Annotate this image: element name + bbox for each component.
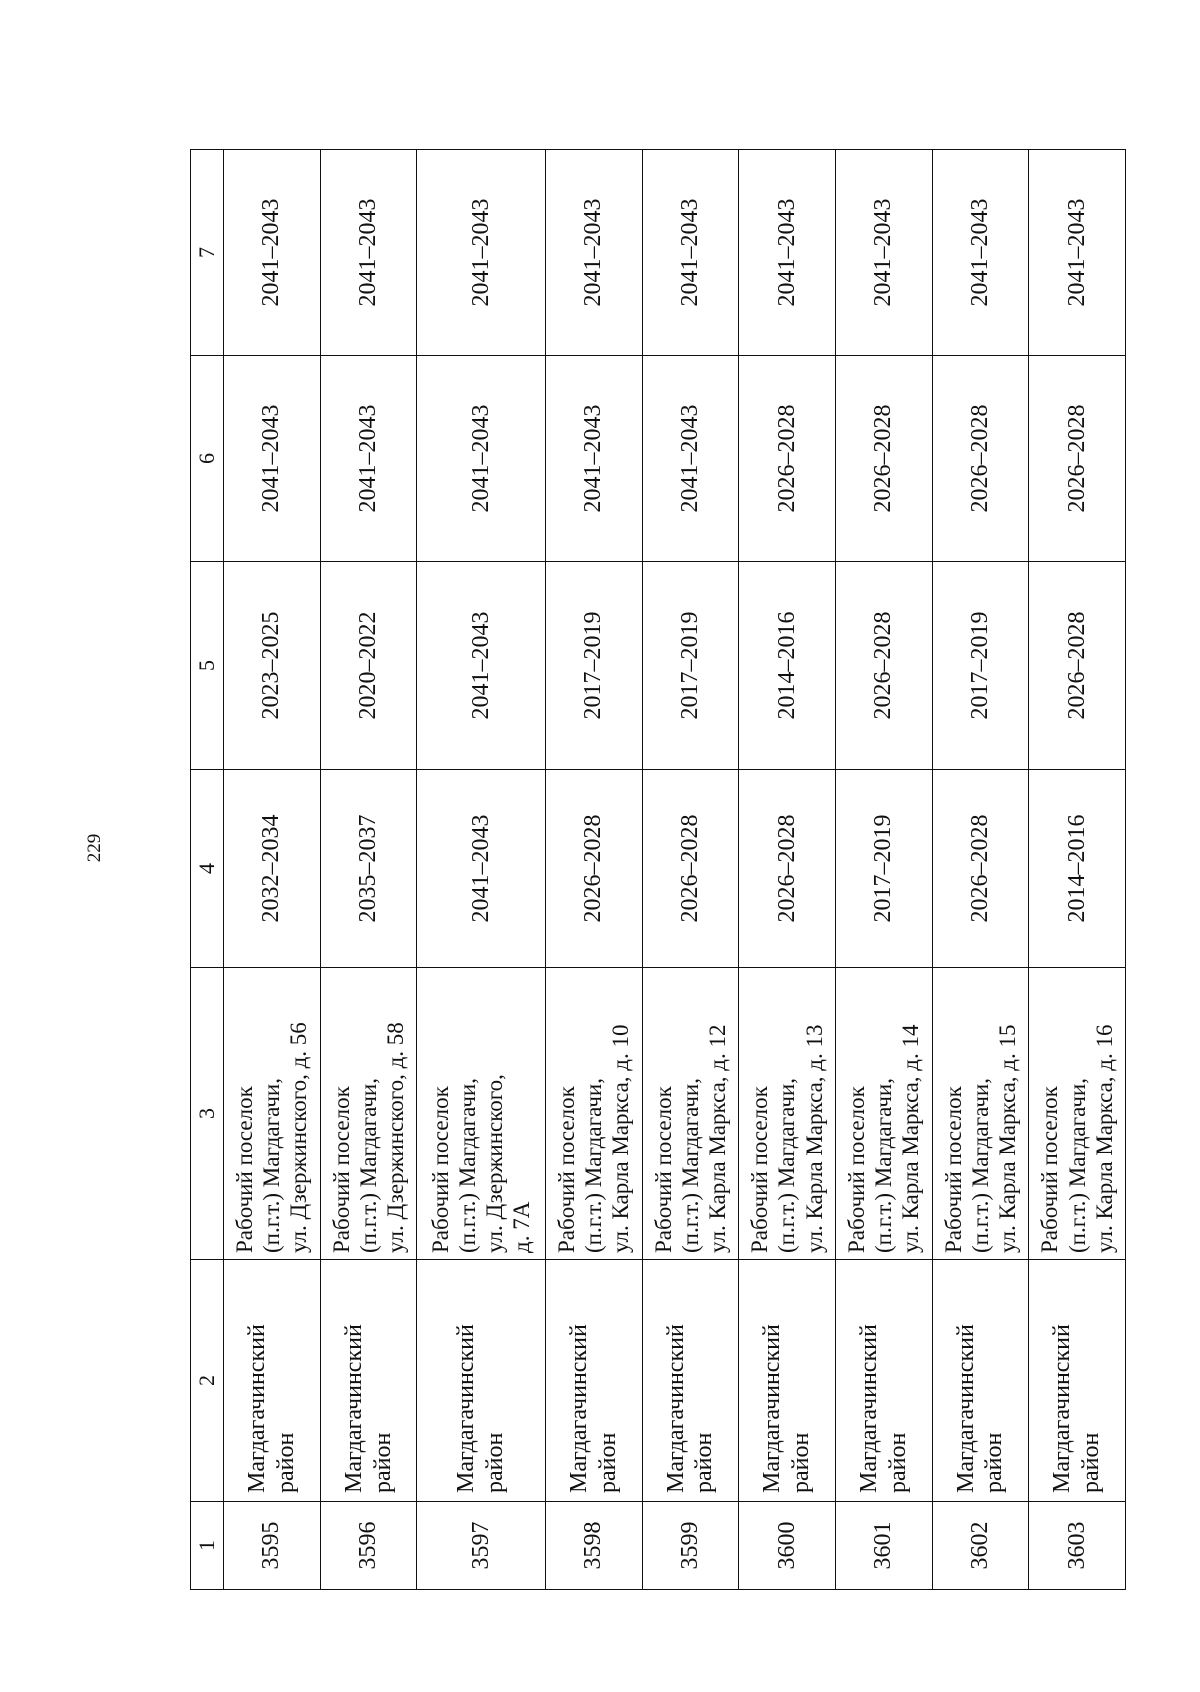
address-line: Рабочий поселок: [232, 1086, 258, 1253]
period-col4-cell: 2017–2019: [835, 770, 932, 968]
column-header: 3: [191, 968, 224, 1260]
row-number-cell: 3601: [835, 1502, 932, 1590]
table-row: [642, 150, 739, 1590]
address-line: (п.г.т.) Магдагачи,: [967, 1078, 993, 1253]
row-number-cell: 3599: [642, 1502, 739, 1590]
row-number-cell: 3596: [320, 1502, 417, 1590]
address-cell: [1029, 968, 1126, 1260]
period-col6-cell: 2041–2043: [545, 356, 642, 562]
period-col7-cell: 2041–2043: [835, 150, 932, 356]
table-row: [224, 150, 321, 1590]
schedule-table: [190, 149, 1126, 1590]
district-cell: Магдагачинский район: [835, 1260, 932, 1502]
table-header: [191, 150, 224, 1590]
address-line: (п.г.т.) Магдагачи,: [677, 1078, 703, 1253]
address-line: (п.г.т.) Магдагачи,: [355, 1078, 381, 1253]
column-header: 4: [191, 770, 224, 968]
table-row: [417, 150, 546, 1590]
column-header: 5: [191, 562, 224, 770]
address-cell: [835, 968, 932, 1260]
address-cell: [224, 968, 321, 1260]
address-line: ул. Карла Маркса, д. 16: [1091, 1024, 1117, 1253]
district-cell: Магдагачинский район: [545, 1260, 642, 1502]
period-col4-cell: 2026–2028: [739, 770, 836, 968]
row-number-cell: 3597: [417, 1502, 546, 1590]
period-col5-cell: 2017–2019: [545, 562, 642, 770]
table-row: [545, 150, 642, 1590]
period-col7-cell: 2041–2043: [417, 150, 546, 356]
period-col7-cell: 2041–2043: [739, 150, 836, 356]
period-col6-cell: 2026–2028: [835, 356, 932, 562]
address-line: Рабочий поселок: [844, 1086, 870, 1253]
period-col7-cell: 2041–2043: [320, 150, 417, 356]
address-cell: [932, 968, 1029, 1260]
address-line: ул. Карла Маркса, д. 10: [608, 1024, 634, 1253]
period-col6-cell: 2041–2043: [224, 356, 321, 562]
period-col7-cell: 2041–2043: [932, 150, 1029, 356]
address-line: Рабочий поселок: [747, 1086, 773, 1253]
table-row: [1029, 150, 1126, 1590]
address-line: (п.г.т.) Магдагачи,: [1064, 1078, 1090, 1253]
table-row: [835, 150, 932, 1590]
address-line: Рабочий поселок: [554, 1086, 579, 1253]
table-row: [320, 150, 417, 1590]
column-header: 2: [191, 1260, 224, 1502]
period-col5-cell: 2026–2028: [835, 562, 932, 770]
page-number: 229: [84, 833, 105, 863]
address-line: ул. Карла Маркса, д. 12: [704, 1024, 730, 1253]
period-col7-cell: 2041–2043: [642, 150, 739, 356]
period-col7-cell: 2041–2043: [545, 150, 642, 356]
period-col5-cell: 2014–2016: [739, 562, 836, 770]
address-line: Рабочий поселок: [427, 1086, 453, 1253]
row-number-cell: 3603: [1029, 1502, 1126, 1590]
address-line: Рабочий поселок: [940, 1086, 966, 1253]
column-header: 7: [191, 150, 224, 356]
table-body: [224, 150, 1126, 1590]
period-col5-cell: 2017–2019: [642, 562, 739, 770]
row-number-cell: 3600: [739, 1502, 836, 1590]
period-col4-cell: 2032–2034: [224, 770, 321, 968]
address-line: ул. Карла Маркса, д. 14: [898, 1024, 924, 1253]
period-col5-cell: 2041–2043: [417, 562, 546, 770]
period-col5-cell: 2017–2019: [932, 562, 1029, 770]
address-line: (п.г.т.) Магдагачи,: [581, 1078, 607, 1253]
district-cell: Магдагачинский район: [417, 1260, 546, 1502]
period-col4-cell: 2026–2028: [932, 770, 1029, 968]
address-line: ул. Дзержинского, д. 56: [286, 1022, 312, 1253]
table-row: [932, 150, 1029, 1590]
period-col5-cell: 2026–2028: [1029, 562, 1126, 770]
district-cell: Магдагачинский район: [932, 1260, 1029, 1502]
address-line: (п.г.т.) Магдагачи,: [259, 1078, 285, 1253]
address-cell: [320, 968, 417, 1260]
address-line: Рабочий поселок: [650, 1086, 676, 1253]
table-row: [739, 150, 836, 1590]
address-line: д. 7А: [509, 1201, 535, 1253]
address-line: Рабочий поселок: [328, 1086, 354, 1253]
district-cell: Магдагачинский район: [320, 1260, 417, 1502]
address-line: Рабочий поселок: [1037, 1086, 1063, 1253]
address-line: ул. Дзержинского,: [482, 1074, 508, 1253]
address-cell: [739, 968, 836, 1260]
period-col6-cell: 2041–2043: [320, 356, 417, 562]
district-cell: Магдагачинский район: [642, 1260, 739, 1502]
period-col6-cell: 2026–2028: [1029, 356, 1126, 562]
period-col4-cell: 2035–2037: [320, 770, 417, 968]
period-col6-cell: 2041–2043: [642, 356, 739, 562]
address-line: ул. Дзержинского, д. 58: [383, 1022, 409, 1253]
row-number-cell: 3595: [224, 1502, 321, 1590]
address-cell: [417, 968, 546, 1260]
period-col6-cell: 2041–2043: [417, 356, 546, 562]
period-col7-cell: 2041–2043: [224, 150, 321, 356]
district-cell: Магдагачинский район: [224, 1260, 321, 1502]
period-col4-cell: 2041–2043: [417, 770, 546, 968]
period-col6-cell: 2026–2028: [739, 356, 836, 562]
district-cell: Магдагачинский район: [1029, 1260, 1126, 1502]
period-col6-cell: 2026–2028: [932, 356, 1029, 562]
address-line: (п.г.т.) Магдагачи,: [774, 1078, 800, 1253]
schedule-table-container: [190, 150, 1126, 1590]
district-cell: Магдагачинский район: [739, 1260, 836, 1502]
row-number-cell: 3602: [932, 1502, 1029, 1590]
period-col5-cell: 2023–2025: [224, 562, 321, 770]
address-line: ул. Карла Маркса, д. 13: [801, 1024, 827, 1253]
period-col5-cell: 2020–2022: [320, 562, 417, 770]
address-line: ул. Карла Маркса, д. 15: [994, 1024, 1020, 1253]
column-header: 1: [191, 1502, 224, 1590]
period-col4-cell: 2026–2028: [642, 770, 739, 968]
row-number-cell: 3598: [545, 1502, 642, 1590]
address-cell: [642, 968, 739, 1260]
address-line: (п.г.т.) Магдагачи,: [454, 1078, 480, 1253]
column-header: 6: [191, 356, 224, 562]
header-row: [191, 150, 224, 1590]
period-col4-cell: 2014–2016: [1029, 770, 1126, 968]
address-cell: [545, 968, 642, 1260]
period-col4-cell: 2026–2028: [545, 770, 642, 968]
address-line: (п.г.т.) Магдагачи,: [871, 1078, 897, 1253]
period-col7-cell: 2041–2043: [1029, 150, 1126, 356]
